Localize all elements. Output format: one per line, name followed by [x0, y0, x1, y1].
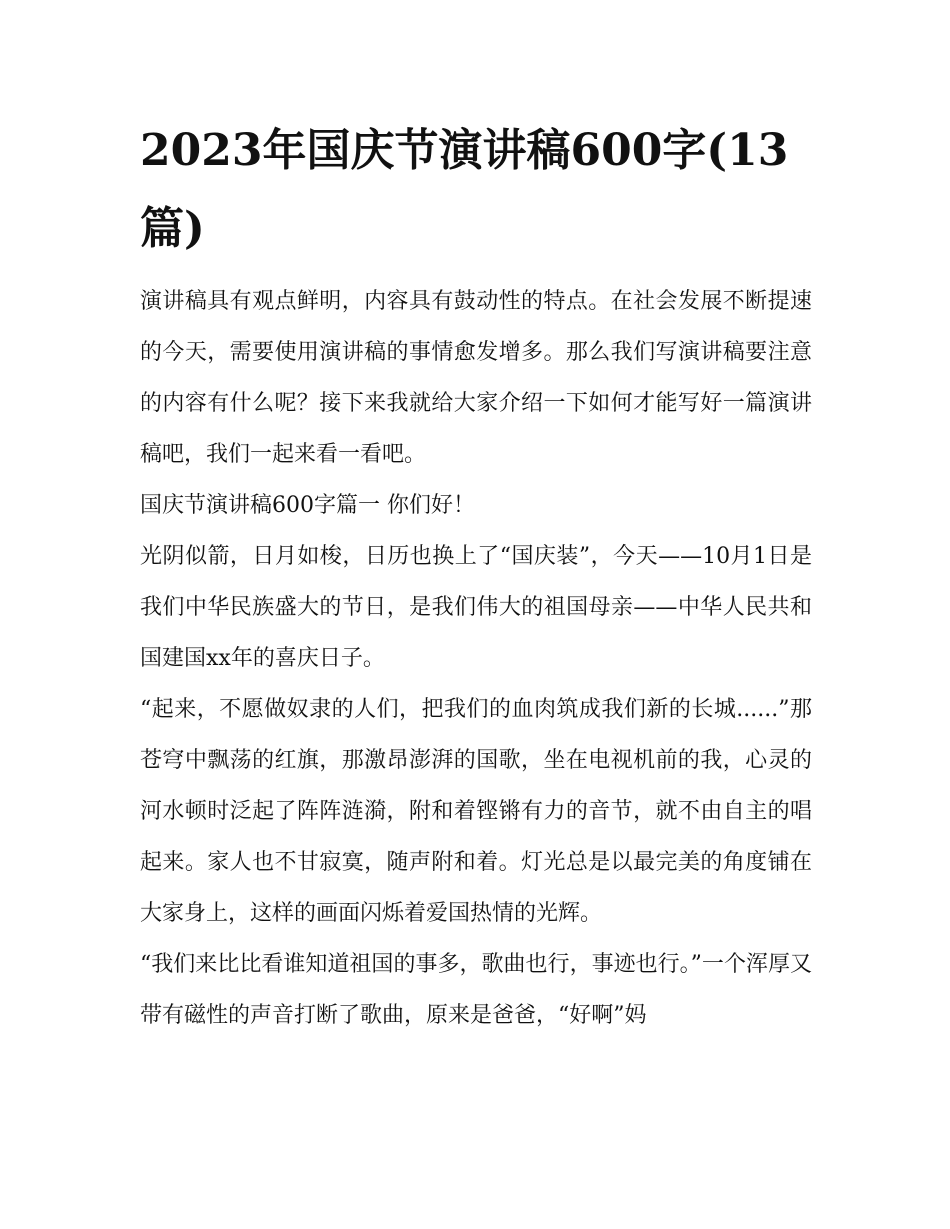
document-title: 2023年国庆节演讲稿600字(13篇) [140, 125, 789, 254]
section-heading-paragraph: 国庆节演讲稿600字篇一 你们好！ [140, 493, 475, 518]
body-paragraph: “我们来比比看谁知道祖国的事多，歌曲也行，事迹也行。”一个浑厚又带有磁性的声音打断了歌曲，原来是爸爸，“好啊”妈 [140, 952, 812, 1028]
document-page [140, 112, 812, 1041]
body-paragraph: 光阴似箭，日月如梭，日历也换上了“国庆装”，今天——10月1日是我们中华民族盛大的节日，是我们伟大的祖国母亲——中华人民共和国建国xx年的喜庆日子。 [140, 544, 812, 671]
body-paragraph: “起来，不愿做奴隶的人们，把我们的血肉筑成我们新的长城......”那苍穹中飘荡的红旗，那激昂澎湃的国歌，坐在电视机前的我，心灵的河水顿时泛起了阵阵涟漪，附和着铿锵有力的音节，就不由自主的唱起来。家人也不甘寂寞，随声附和着。灯光总是以最完美的角度铺在大家身上，这样的画面闪烁着爱国热情的光辉。 [140, 697, 812, 926]
intro-paragraph: 演讲稿具有观点鲜明，内容具有鼓动性的特点。在社会发展不断提速的今天，需要使用演讲稿的事情愈发增多。那么我们写演讲稿要注意的内容有什么呢？接下来我就给大家介绍一下如何才能写好一篇演讲稿吧，我们一起来看一看吧。 [140, 289, 812, 467]
